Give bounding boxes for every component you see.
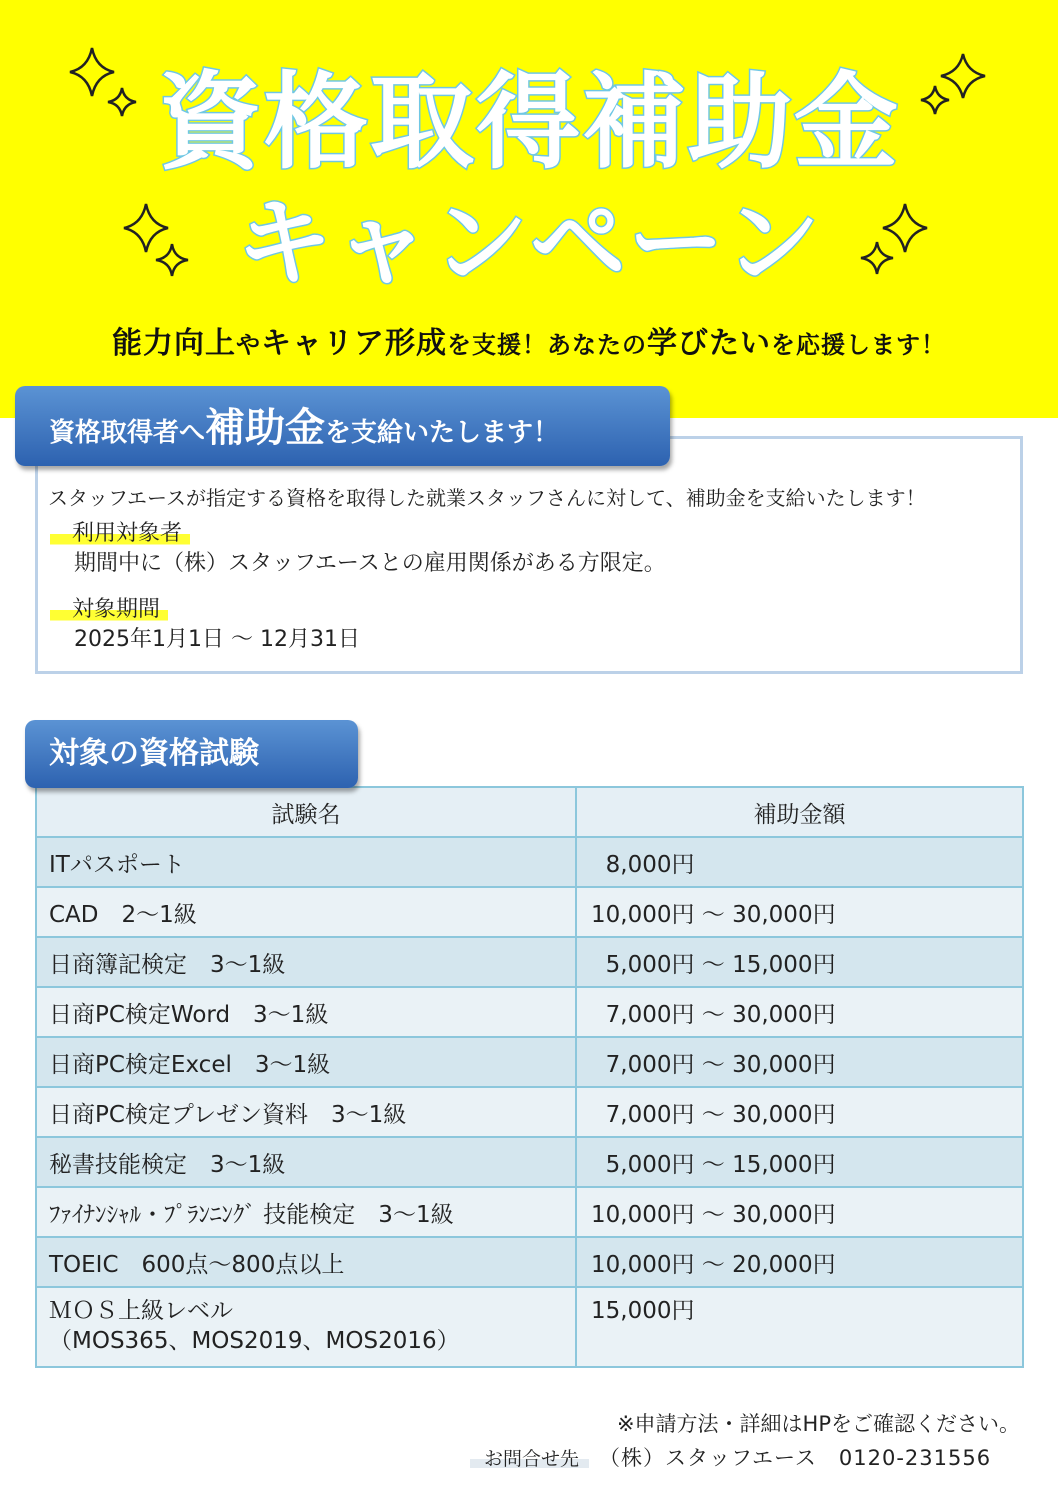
table-row xyxy=(36,1237,1023,1287)
subtitle xyxy=(0,318,1058,362)
period-label: 対象期間 xyxy=(50,592,168,623)
amount-cell: 7,000円 ～ 30,000円 xyxy=(576,1087,1023,1137)
amount-cell: 5,000円 ～ 15,000円 xyxy=(576,937,1023,987)
subtitle-part: を支援！あなたの xyxy=(447,331,647,359)
exam-name-cell: TOEIC 600点～800点以上 xyxy=(36,1237,576,1287)
eligibility-value: 期間中に（株）スタッフエースとの雇用関係がある方限定。 xyxy=(74,551,666,576)
eligibility-label: 利用対象者 xyxy=(50,516,190,547)
exam-name-line: ＭＯＳ上級レベル xyxy=(49,1298,233,1324)
subtitle-part: キャリア形成 xyxy=(261,326,447,361)
amount-cell: 7,000円 ～ 30,000円 xyxy=(576,987,1023,1037)
exam-name-cell: 日商簿記検定 3～1級 xyxy=(36,937,576,987)
amount-cell: 7,000円 ～ 30,000円 xyxy=(576,1037,1023,1087)
exam-name-cell: ITパスポート xyxy=(36,837,576,887)
table-row xyxy=(36,837,1023,887)
amount-cell: 10,000円 ～ 30,000円 xyxy=(576,887,1023,937)
amount-cell: 8,000円 xyxy=(576,837,1023,887)
table-row xyxy=(36,1287,1023,1367)
amount-cell: 10,000円 ～ 30,000円 xyxy=(576,1187,1023,1237)
exam-name-cell: CAD 2～1級 xyxy=(36,887,576,937)
tab-text: を支給いたします！ xyxy=(325,418,560,448)
exam-name-line: （MOS365、MOS2019、MOS2016） xyxy=(49,1328,460,1354)
exam-name-cell: 日商PC検定Excel 3～1級 xyxy=(36,1037,576,1087)
table-row xyxy=(36,987,1023,1037)
exam-name-cell xyxy=(36,1287,576,1367)
amount-cell: 15,000円 xyxy=(576,1287,1023,1367)
page-title-line2: キャンペーン xyxy=(235,187,823,299)
header-amount: 補助金額 xyxy=(576,787,1023,837)
tab-text: 資格取得者へ xyxy=(49,418,206,448)
application-note: ※申請方法・詳細はHPをご確認ください。 xyxy=(616,1412,1020,1436)
tab-emphasis: 補助金 xyxy=(205,405,326,451)
table-row xyxy=(36,937,1023,987)
amount-cell: 5,000円 ～ 15,000円 xyxy=(576,1137,1023,1187)
exam-name-cell: ﾌｧｲﾅﾝｼｬﾙ・ﾌﾟﾗﾝﾆﾝｸﾞ 技能検定 3～1級 xyxy=(36,1187,576,1237)
exam-name-cell: 日商PC検定プレゼン資料 3～1級 xyxy=(36,1087,576,1137)
table-row xyxy=(36,887,1023,937)
subtitle-part: を応援します！ xyxy=(771,331,946,359)
subtitle-part: 学びたい xyxy=(647,326,771,361)
page-title-line1: 資格取得補助金 xyxy=(157,61,900,183)
contact-line xyxy=(470,1442,991,1472)
exam-name-cell: 日商PC検定Word 3～1級 xyxy=(36,987,576,1037)
table-row xyxy=(36,1037,1023,1087)
table-row xyxy=(36,1137,1023,1187)
section-tab-exams: 対象の資格試験 xyxy=(25,720,358,788)
exam-table xyxy=(35,786,1024,1368)
table-row xyxy=(36,1187,1023,1237)
period-value: 2025年1月1日 ～ 12月31日 xyxy=(74,627,360,652)
header-exam-name: 試験名 xyxy=(36,787,576,837)
table-header-row xyxy=(36,787,1023,837)
amount-cell: 10,000円 ～ 20,000円 xyxy=(576,1237,1023,1287)
section-tab-subsidy xyxy=(15,386,670,466)
contact-label: お問合せ先 xyxy=(470,1448,589,1470)
contact-value: （株）スタッフエース 0120-231556 xyxy=(599,1446,992,1470)
subtitle-part: 能力向上 xyxy=(112,326,236,361)
subtitle-part: や xyxy=(236,331,261,359)
exam-name-cell: 秘書技能検定 3～1級 xyxy=(36,1137,576,1187)
table-row xyxy=(36,1087,1023,1137)
intro-text: スタッフエースが指定する資格を取得した就業スタッフさんに対して、補助金を支給いたします！ xyxy=(48,486,926,510)
